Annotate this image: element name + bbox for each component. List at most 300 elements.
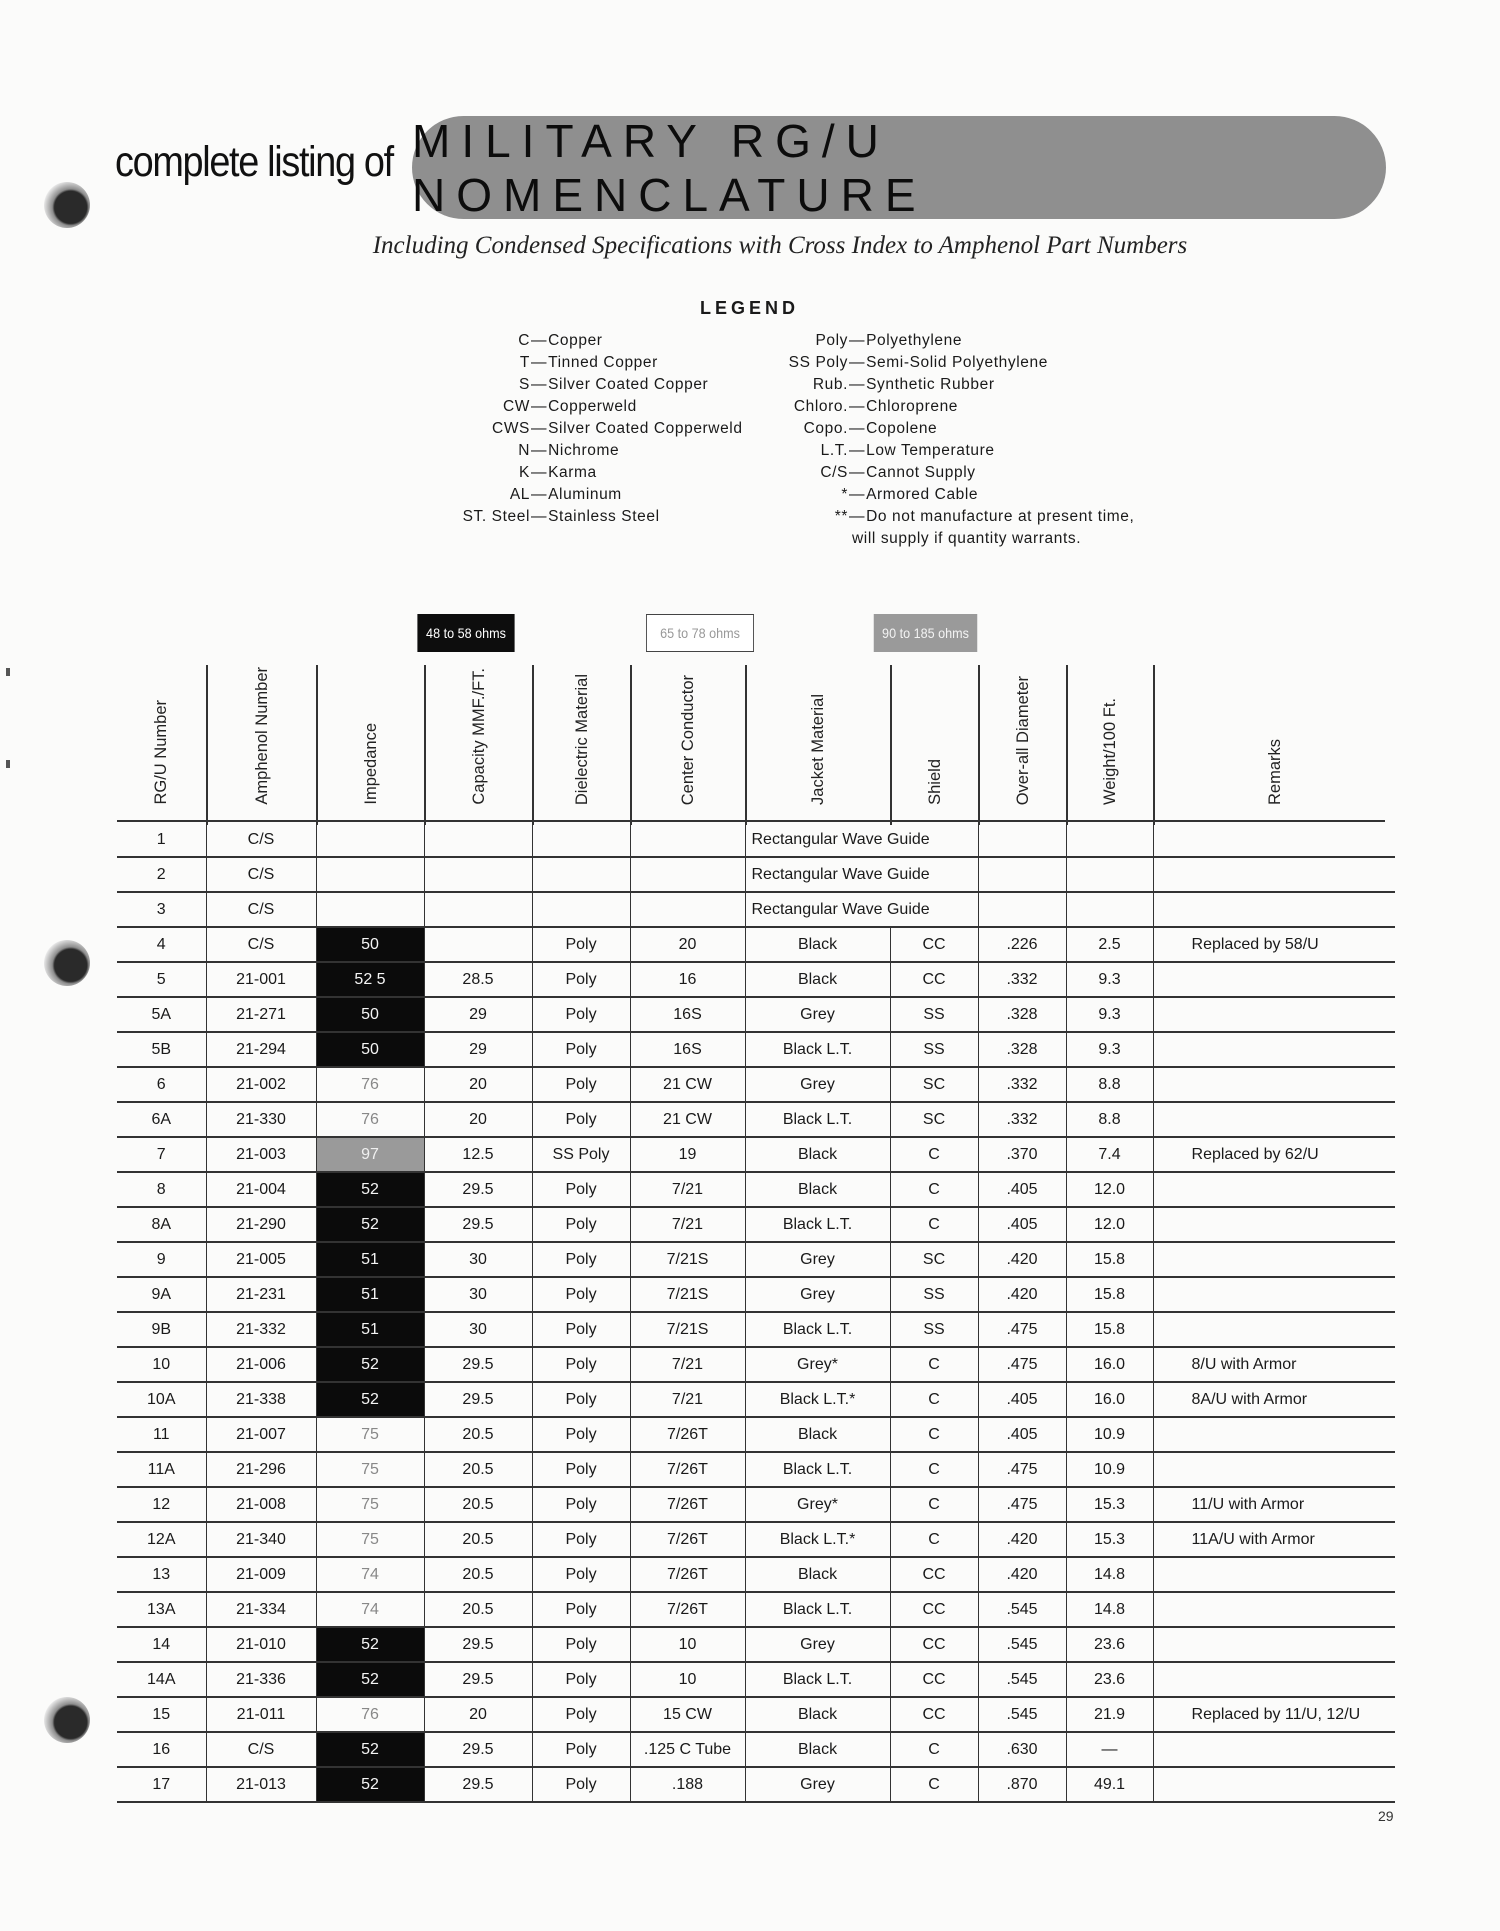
shield-cell: CC [890,1697,978,1732]
dielectric-cell: Poly [532,1557,630,1592]
column-header-label: Jacket Material [809,694,827,805]
rg-number-cell: 5A [117,997,206,1032]
center-conductor-cell: 16S [630,1032,745,1067]
jacket-cell: Black L.T. [745,1207,890,1242]
center-conductor-cell: 10 [630,1627,745,1662]
jacket-cell: Black L.T. [745,1592,890,1627]
legend-code: T [519,354,530,371]
weight-cell: 23.6 [1066,1662,1153,1697]
jacket-cell: Grey* [745,1347,890,1382]
jacket-cell: Black [745,1697,890,1732]
impedance-cell [316,892,424,927]
capacity-cell: 29.5 [424,1347,532,1382]
remarks-cell [1153,1207,1395,1242]
table-row [117,1347,1395,1382]
weight-cell: 21.9 [1066,1697,1153,1732]
dielectric-cell: Poly [532,1207,630,1242]
dielectric-cell: Poly [532,962,630,997]
shield-cell: CC [890,1627,978,1662]
amphenol-number-cell: 21-005 [206,1242,316,1277]
impedance-cell: 50 [316,1032,424,1067]
legend-code: N [518,442,530,459]
capacity-cell: 20.5 [424,1592,532,1627]
legend-dash: — [531,354,548,371]
legend-meaning: Nichrome [548,442,620,459]
capacity-cell: 29 [424,997,532,1032]
dielectric-cell: Poly [532,1382,630,1417]
jacket-cell: Grey [745,1627,890,1662]
center-conductor-cell: 16 [630,962,745,997]
amphenol-number-cell: 21-338 [206,1382,316,1417]
center-conductor-cell: 7/26T [630,1487,745,1522]
jacket-cell: Black L.T. [745,1102,890,1137]
impedance-cell: 52 [316,1627,424,1662]
jacket-cell: Grey* [745,1487,890,1522]
center-conductor-cell: 7/26T [630,1522,745,1557]
capacity-cell: 20 [424,1697,532,1732]
jacket-cell: Black [745,1172,890,1207]
weight-cell [1066,892,1153,927]
table-row [117,1172,1395,1207]
remarks-cell: 11A/U with Armor [1153,1522,1395,1557]
capacity-cell [424,927,532,962]
remarks-cell [1153,1592,1395,1627]
impedance-band-mid: 65 to 78 ohms [646,614,754,652]
column-header [206,665,316,825]
legend-entry [760,484,1134,506]
diameter-cell: .475 [978,1347,1066,1382]
impedance-cell: 52 [316,1382,424,1417]
legend-meaning: Silver Coated Copper [548,376,709,393]
weight-cell: 16.0 [1066,1382,1153,1417]
diameter-cell [978,892,1066,927]
center-conductor-cell: 7/21 [630,1347,745,1382]
legend-dash: — [849,486,866,503]
jacket-cell: Grey [745,1242,890,1277]
rg-number-cell: 1 [117,823,206,857]
center-conductor-cell: 16S [630,997,745,1032]
impedance-cell: 51 [316,1312,424,1347]
jacket-cell: Black [745,1137,890,1172]
dielectric-cell [532,857,630,892]
center-conductor-cell: 7/26T [630,1452,745,1487]
rg-number-cell: 11 [117,1417,206,1452]
column-header [316,665,424,825]
remarks-cell [1153,892,1395,927]
center-conductor-cell: 7/26T [630,1592,745,1627]
legend-meaning: Chloroprene [866,398,959,415]
weight-cell: 10.9 [1066,1417,1153,1452]
amphenol-number-cell: C/S [206,823,316,857]
rg-number-cell: 12A [117,1522,206,1557]
dielectric-cell: Poly [532,1522,630,1557]
capacity-cell: 20.5 [424,1452,532,1487]
amphenol-number-cell: 21-332 [206,1312,316,1347]
dielectric-cell: Poly [532,1312,630,1347]
impedance-cell: 75 [316,1417,424,1452]
legend-meaning: Stainless Steel [548,508,660,525]
shield-cell: SC [890,1242,978,1277]
dielectric-cell: Poly [532,1627,630,1662]
legend-code: Chloro. [793,398,848,415]
dielectric-cell: Poly [532,1032,630,1067]
rg-number-cell: 10A [117,1382,206,1417]
legend-meaning: Do not manufacture at present time, [866,508,1135,525]
legend-meaning: Aluminum [548,486,622,503]
diameter-cell: .405 [978,1417,1066,1452]
legend-code: Copo. [803,420,848,437]
legend-entry [760,352,1134,374]
amphenol-number-cell: 21-004 [206,1172,316,1207]
column-header [117,665,206,825]
capacity-cell: 20.5 [424,1417,532,1452]
table-row [117,1522,1395,1557]
impedance-cell: 50 [316,927,424,962]
legend-dash: — [531,508,548,525]
legend-entry [760,418,1134,440]
amphenol-number-cell: 21-008 [206,1487,316,1522]
legend-dash: — [531,464,548,481]
table-row [117,1312,1395,1347]
margin-mark [6,760,10,768]
remarks-cell [1153,1627,1395,1662]
legend-code: K [519,464,530,481]
legend-meaning: Low Temperature [866,442,995,459]
table-row [117,1277,1395,1312]
capacity-cell: 29.5 [424,1732,532,1767]
legend-dash: — [849,376,866,393]
weight-cell: 9.3 [1066,1032,1153,1067]
weight-cell [1066,857,1153,892]
weight-cell: 15.8 [1066,1242,1153,1277]
shield-cell: CC [890,1662,978,1697]
weight-cell: 16.0 [1066,1347,1153,1382]
table-row [117,1732,1395,1767]
center-conductor-cell: 7/21 [630,1207,745,1242]
legend-entry [410,330,743,352]
table-row [117,1102,1395,1137]
table-row [117,1662,1395,1697]
column-header-label: RG/U Number [152,700,170,805]
page-title: MILITARY RG/U NOMENCLATURE [412,114,927,221]
legend-code: CW [502,398,530,415]
legend-code: C [518,332,530,349]
impedance-cell [316,857,424,892]
dielectric-cell: Poly [532,1592,630,1627]
shield-cell: SS [890,1277,978,1312]
title-banner [412,116,1386,219]
capacity-cell [424,892,532,927]
dielectric-cell: Poly [532,1697,630,1732]
legend-code: Poly [815,332,848,349]
legend-entry [410,462,743,484]
weight-cell: 8.8 [1066,1067,1153,1102]
table-row [117,1487,1395,1522]
rg-number-cell: 5 [117,962,206,997]
dielectric-cell: Poly [532,997,630,1032]
amphenol-number-cell: 21-336 [206,1662,316,1697]
amphenol-number-cell: 21-007 [206,1417,316,1452]
legend-meaning: Karma [548,464,597,481]
table-row [117,1627,1395,1662]
amphenol-number-cell: 21-011 [206,1697,316,1732]
legend-code: CWS [492,420,530,437]
legend-entry [410,374,743,396]
dielectric-cell: SS Poly [532,1137,630,1172]
diameter-cell: .332 [978,962,1066,997]
legend-meaning: Cannot Supply [866,464,976,481]
binder-hole-top [44,182,90,228]
jacket-cell: Black [745,962,890,997]
amphenol-number-cell: 21-003 [206,1137,316,1172]
jacket-cell: Black L.T. [745,1452,890,1487]
capacity-cell: 28.5 [424,962,532,997]
rg-number-cell: 6 [117,1067,206,1102]
capacity-cell: 29.5 [424,1662,532,1697]
center-conductor-cell: 7/21S [630,1277,745,1312]
legend-dash: — [531,486,548,503]
amphenol-number-cell: 21-296 [206,1452,316,1487]
column-header-label: Dielectric Material [572,673,591,805]
remarks-cell [1153,1277,1395,1312]
amphenol-number-cell: 21-010 [206,1627,316,1662]
jacket-cell: Black L.T. [745,1032,890,1067]
shield-cell: SC [890,1067,978,1102]
shield-cell: C [890,1732,978,1767]
dielectric-cell: Poly [532,1487,630,1522]
amphenol-number-cell: C/S [206,1732,316,1767]
rg-number-cell: 7 [117,1137,206,1172]
remarks-cell [1153,1662,1395,1697]
diameter-cell: .545 [978,1592,1066,1627]
amphenol-number-cell: 21-330 [206,1102,316,1137]
impedance-cell: 75 [316,1452,424,1487]
rg-number-cell: 6A [117,1102,206,1137]
remarks-cell [1153,997,1395,1032]
rg-number-cell: 13A [117,1592,206,1627]
amphenol-number-cell: 21-009 [206,1557,316,1592]
shield-cell: SC [890,1102,978,1137]
center-conductor-cell [630,823,745,857]
legend-meaning: Copperweld [548,398,637,415]
legend-meaning: Tinned Copper [548,354,658,371]
rg-number-cell: 10 [117,1347,206,1382]
capacity-cell: 20 [424,1067,532,1102]
table-row [117,927,1395,962]
center-conductor-cell: .125 C Tube [630,1732,745,1767]
impedance-cell: 50 [316,997,424,1032]
capacity-cell: 12.5 [424,1137,532,1172]
legend-code: ST. Steel [462,508,530,525]
legend-meaning: Polyethylene [866,332,963,349]
center-conductor-cell: 15 CW [630,1697,745,1732]
diameter-cell: .420 [978,1557,1066,1592]
weight-cell: 7.4 [1066,1137,1153,1172]
weight-cell: 2.5 [1066,927,1153,962]
column-header-label: Over-all Diameter [1013,675,1032,805]
weight-cell: 15.8 [1066,1277,1153,1312]
rg-number-cell: 8 [117,1172,206,1207]
legend-code: SS Poly [788,354,848,371]
center-conductor-cell: 21 CW [630,1067,745,1102]
impedance-cell: 76 [316,1102,424,1137]
diameter-cell: .545 [978,1662,1066,1697]
capacity-cell [424,823,532,857]
weight-cell: 15.3 [1066,1522,1153,1557]
column-header [1153,665,1395,825]
impedance-cell [316,823,424,857]
rg-number-cell: 3 [117,892,206,927]
capacity-cell: 20.5 [424,1487,532,1522]
jacket-cell: Black L.T. [745,1312,890,1347]
remarks-cell: 8/U with Armor [1153,1347,1395,1382]
diameter-cell: .475 [978,1487,1066,1522]
column-header [630,665,745,825]
amphenol-number-cell: 21-013 [206,1767,316,1802]
amphenol-number-cell: 21-334 [206,1592,316,1627]
jacket-cell: Black L.T.* [745,1522,890,1557]
diameter-cell: .545 [978,1627,1066,1662]
diameter-cell: .328 [978,1032,1066,1067]
column-header [1066,665,1153,825]
diameter-cell: .545 [978,1697,1066,1732]
legend-dash: — [531,442,548,459]
legend-code: Rub. [812,376,848,393]
center-conductor-cell: 20 [630,927,745,962]
table-row [117,823,1395,857]
column-header-label: Remarks [1265,738,1284,805]
amphenol-number-cell: 21-001 [206,962,316,997]
header-rule [117,820,1385,822]
diameter-cell: .405 [978,1207,1066,1242]
legend-meaning: Silver Coated Copperweld [548,420,743,437]
legend-left-column [410,330,743,528]
center-conductor-cell: 19 [630,1137,745,1172]
remarks-cell [1153,1172,1395,1207]
legend-code: AL [509,486,530,503]
table-row [117,1207,1395,1242]
column-header-label: Capacity MMF./FT. [469,668,488,805]
diameter-cell: .226 [978,927,1066,962]
column-header [745,665,890,825]
impedance-cell: 51 [316,1242,424,1277]
legend-code: C/S [820,464,848,481]
center-conductor-cell [630,892,745,927]
legend-dash: — [849,508,866,525]
weight-cell: 12.0 [1066,1172,1153,1207]
shield-cell: C [890,1522,978,1557]
weight-cell [1066,823,1153,857]
rg-number-cell: 2 [117,857,206,892]
legend-dash: — [849,398,866,415]
impedance-cell: 74 [316,1557,424,1592]
legend-dash: — [849,354,866,371]
legend-code: * [841,486,848,503]
diameter-cell [978,823,1066,857]
table-row [117,1592,1395,1627]
nomenclature-table [117,823,1395,1803]
legend-dash: — [849,442,866,459]
weight-cell: 15.8 [1066,1312,1153,1347]
jacket-cell: Grey [745,1067,890,1102]
shield-cell: C [890,1452,978,1487]
shield-cell: C [890,1172,978,1207]
jacket-cell: Black [745,927,890,962]
diameter-cell: .475 [978,1452,1066,1487]
legend-dash: — [849,464,866,481]
shield-cell: CC [890,1592,978,1627]
jacket-cell: Black [745,1417,890,1452]
dielectric-cell: Poly [532,1277,630,1312]
weight-cell: 9.3 [1066,962,1153,997]
dielectric-cell: Poly [532,1242,630,1277]
remarks-cell [1153,1312,1395,1347]
amphenol-number-cell: 21-006 [206,1347,316,1382]
center-conductor-cell: 7/21S [630,1312,745,1347]
rg-number-cell: 9A [117,1277,206,1312]
diameter-cell [978,857,1066,892]
weight-cell: 12.0 [1066,1207,1153,1242]
diameter-cell: .870 [978,1767,1066,1802]
rg-number-cell: 8A [117,1207,206,1242]
legend-right-column [760,330,1134,550]
legend-entry [760,374,1134,396]
remarks-cell [1153,1557,1395,1592]
legend-code: S [519,376,530,393]
legend-entry [760,396,1134,418]
table-row [117,1697,1395,1732]
dielectric-cell: Poly [532,1767,630,1802]
column-header [532,665,630,825]
impedance-cell: 75 [316,1487,424,1522]
legend-entry [760,506,1134,528]
capacity-cell: 30 [424,1242,532,1277]
table-row [117,1417,1395,1452]
legend-meaning: Synthetic Rubber [866,376,995,393]
impedance-cell: 52 [316,1732,424,1767]
shield-cell: C [890,1767,978,1802]
jacket-cell: Grey [745,1277,890,1312]
rg-number-cell: 14 [117,1627,206,1662]
dielectric-cell: Poly [532,1067,630,1102]
diameter-cell: .475 [978,1312,1066,1347]
legend-entry [410,440,743,462]
amphenol-number-cell: C/S [206,927,316,962]
weight-cell: 23.6 [1066,1627,1153,1662]
remarks-cell: Replaced by 58/U [1153,927,1395,962]
column-header-label: Impedance [361,723,380,805]
remarks-cell: 11/U with Armor [1153,1487,1395,1522]
table-row [117,1452,1395,1487]
amphenol-number-cell: 21-231 [206,1277,316,1312]
jacket-cell: Grey [745,997,890,1032]
legend-code: ** [834,508,848,525]
legend-dash: — [531,376,548,393]
legend-meaning: Armored Cable [866,486,979,503]
capacity-cell: 29.5 [424,1627,532,1662]
weight-cell: 8.8 [1066,1102,1153,1137]
center-conductor-cell: 7/21 [630,1382,745,1417]
jacket-cell: Grey [745,1767,890,1802]
impedance-cell: 74 [316,1592,424,1627]
amphenol-number-cell: 21-294 [206,1032,316,1067]
table-row [117,892,1395,927]
shield-cell: CC [890,962,978,997]
dielectric-cell: Poly [532,927,630,962]
remarks-cell [1153,1067,1395,1102]
capacity-cell: 30 [424,1312,532,1347]
amphenol-number-cell: 21-271 [206,997,316,1032]
